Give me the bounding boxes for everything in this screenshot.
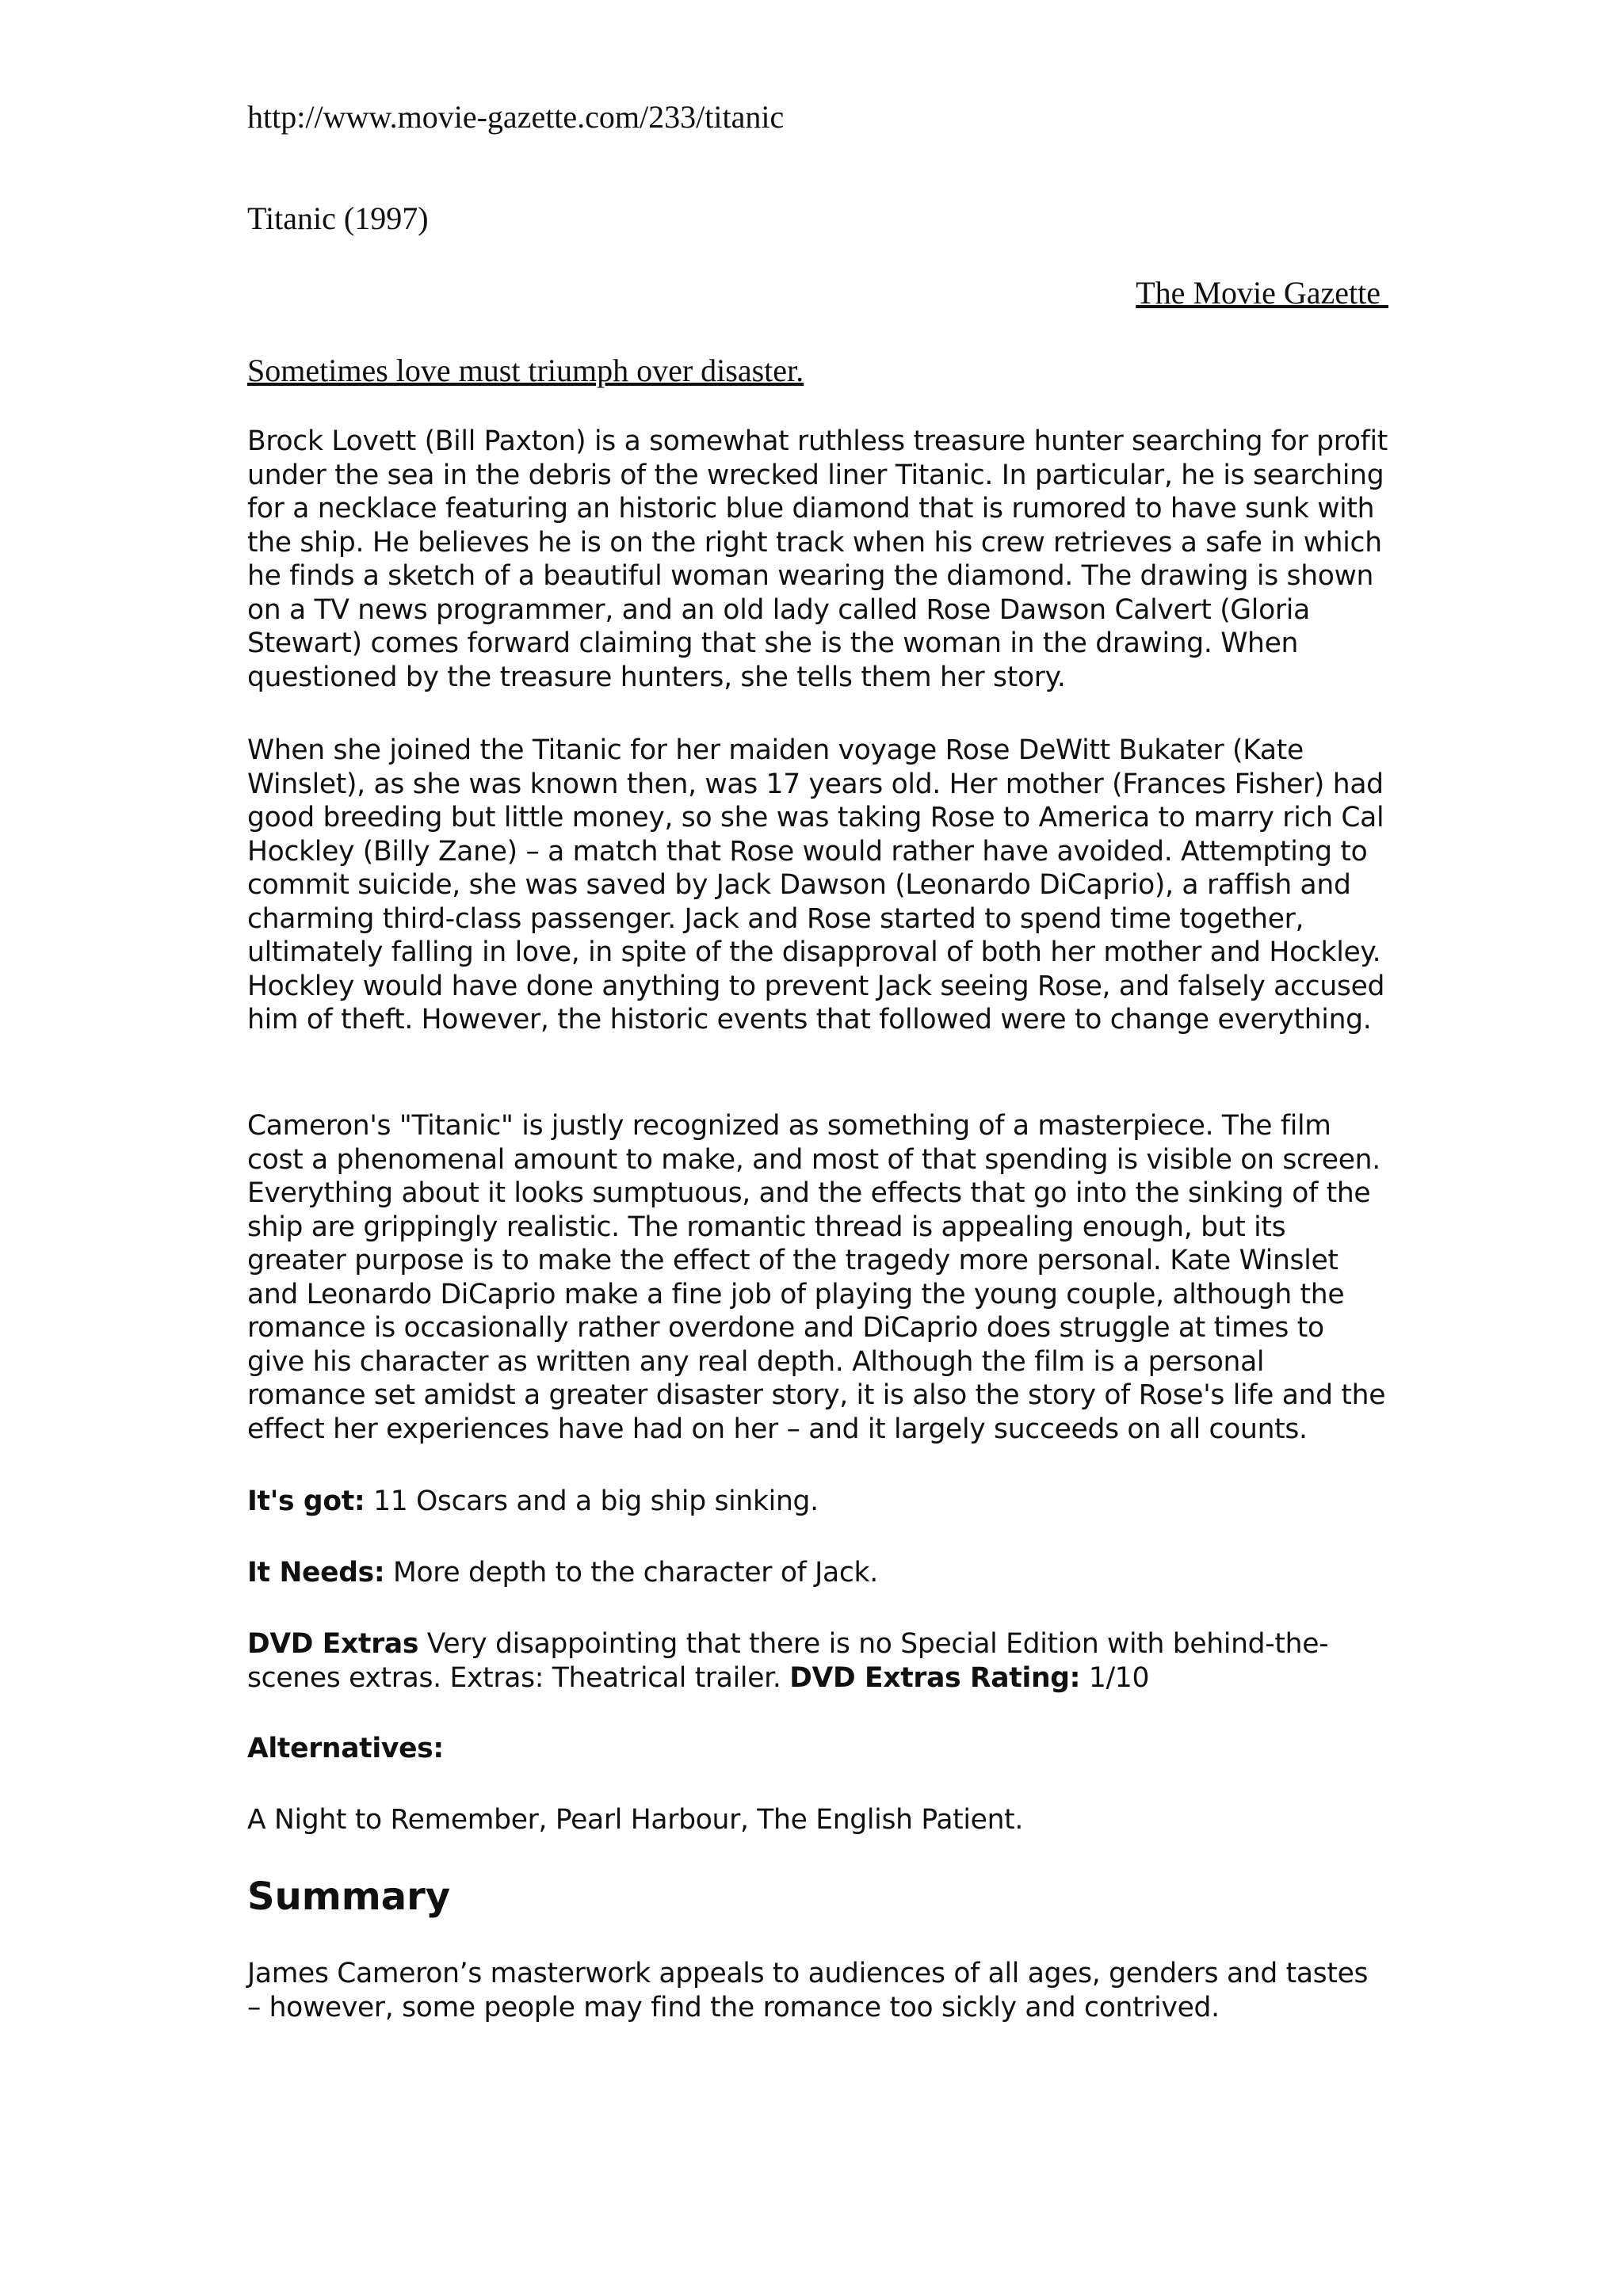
alternatives-list: A Night to Remember, Pearl Harbour, The English Patient. bbox=[247, 1804, 1024, 1836]
alternatives-heading bbox=[247, 1732, 1388, 1766]
tagline: Sometimes love must triumph over disaster. bbox=[247, 353, 804, 388]
dvd-extras-block bbox=[247, 1627, 1388, 1695]
publication-name: The Movie Gazette bbox=[1136, 275, 1388, 311]
it-needs-text: More depth to the character of Jack. bbox=[384, 1557, 878, 1589]
dvd-extras-rating-label: DVD Extras Rating: bbox=[789, 1661, 1081, 1694]
dvd-extras-label: DVD Extras bbox=[247, 1628, 419, 1660]
summary-heading: Summary bbox=[247, 1875, 451, 1919]
dvd-extras-text: Very disappointing that there is no Special Edition with behind-the-scenes extras. Extras: Theatrical trailer. bbox=[247, 1628, 1329, 1694]
its-got-label: It's got: bbox=[247, 1486, 365, 1517]
dvd-extras-rating-value: 1/10 bbox=[1080, 1661, 1150, 1694]
page-title: Titanic (1997) bbox=[247, 200, 429, 236]
its-got-line bbox=[247, 1485, 1388, 1519]
its-got-text: 11 Oscars and a big ship sinking. bbox=[365, 1486, 819, 1517]
review-paragraph: When she joined the Titanic for her maiden voyage Rose DeWitt Bukater (Kate Winslet), as she was known then, was 17 years old. Her mother (Frances Fisher) had good breeding but little money, so she was taking Rose to America to marry rich Cal Hockley (Billy Zane) – a match that Rose would rather have avoided. Attempting to commit suicide, she was saved by Jack Dawson (Leonardo DiCaprio), a raffish and charming third-class passenger. Jack and Rose started to spend time together, ultimately falling in love, in spite of the disapproval of both her mother and Hockley. Hockley would have done anything to prevent Jack seeing Rose, and falsely accused him of theft. However, the historic events that followed were to change everything. bbox=[247, 734, 1385, 1035]
it-needs-label: It Needs: bbox=[247, 1557, 385, 1589]
it-needs-line bbox=[247, 1556, 1388, 1590]
source-url: http://www.movie-gazette.com/233/titanic bbox=[247, 99, 785, 135]
review-paragraph: Cameron's "Titanic" is justly recognized as something of a masterpiece. The film cost a phenomenal amount to make, and most of that spending is visible on screen. Everything about it looks sumptuous, and the effects that go into the sinking of the ship are grippingly realistic. The romantic thread is appealing enough, but its greater purpose is to make the effect of the tragedy more personal. Kate Winslet and Leonardo DiCaprio make a fine job of playing the young couple, although the romance is occasionally rather overdone and DiCaprio does struggle at times to give his character as written any real depth. Although the film is a personal romance set amidst a greater disaster story, it is also the story of Rose's life and the effect her experiences have had on her – and it largely succeeds on all counts. bbox=[247, 1110, 1386, 1445]
review-paragraph: Brock Lovett (Bill Paxton) is a somewhat ruthless treasure hunter searching for profit under the sea in the debris of the wrecked liner Titanic. In particular, he is searching for a necklace featuring an historic blue diamond that is rumored to have sunk with the ship. He believes he is on the right track when his crew retrieves a safe in which he finds a sketch of a beautiful woman wearing the diamond. The drawing is shown on a TV news programmer, and an old lady called Rose Dawson Calvert (Gloria Stewart) comes forward claiming that she is the woman in the drawing. When questioned by the treasure hunters, she tells them her story. bbox=[247, 425, 1388, 693]
alternatives-label: Alternatives: bbox=[247, 1733, 444, 1764]
summary-text: James Cameron’s masterwork appeals to audiences of all ages, genders and tastes – however, some people may find the romance too sickly and contrived. bbox=[247, 1958, 1369, 2023]
